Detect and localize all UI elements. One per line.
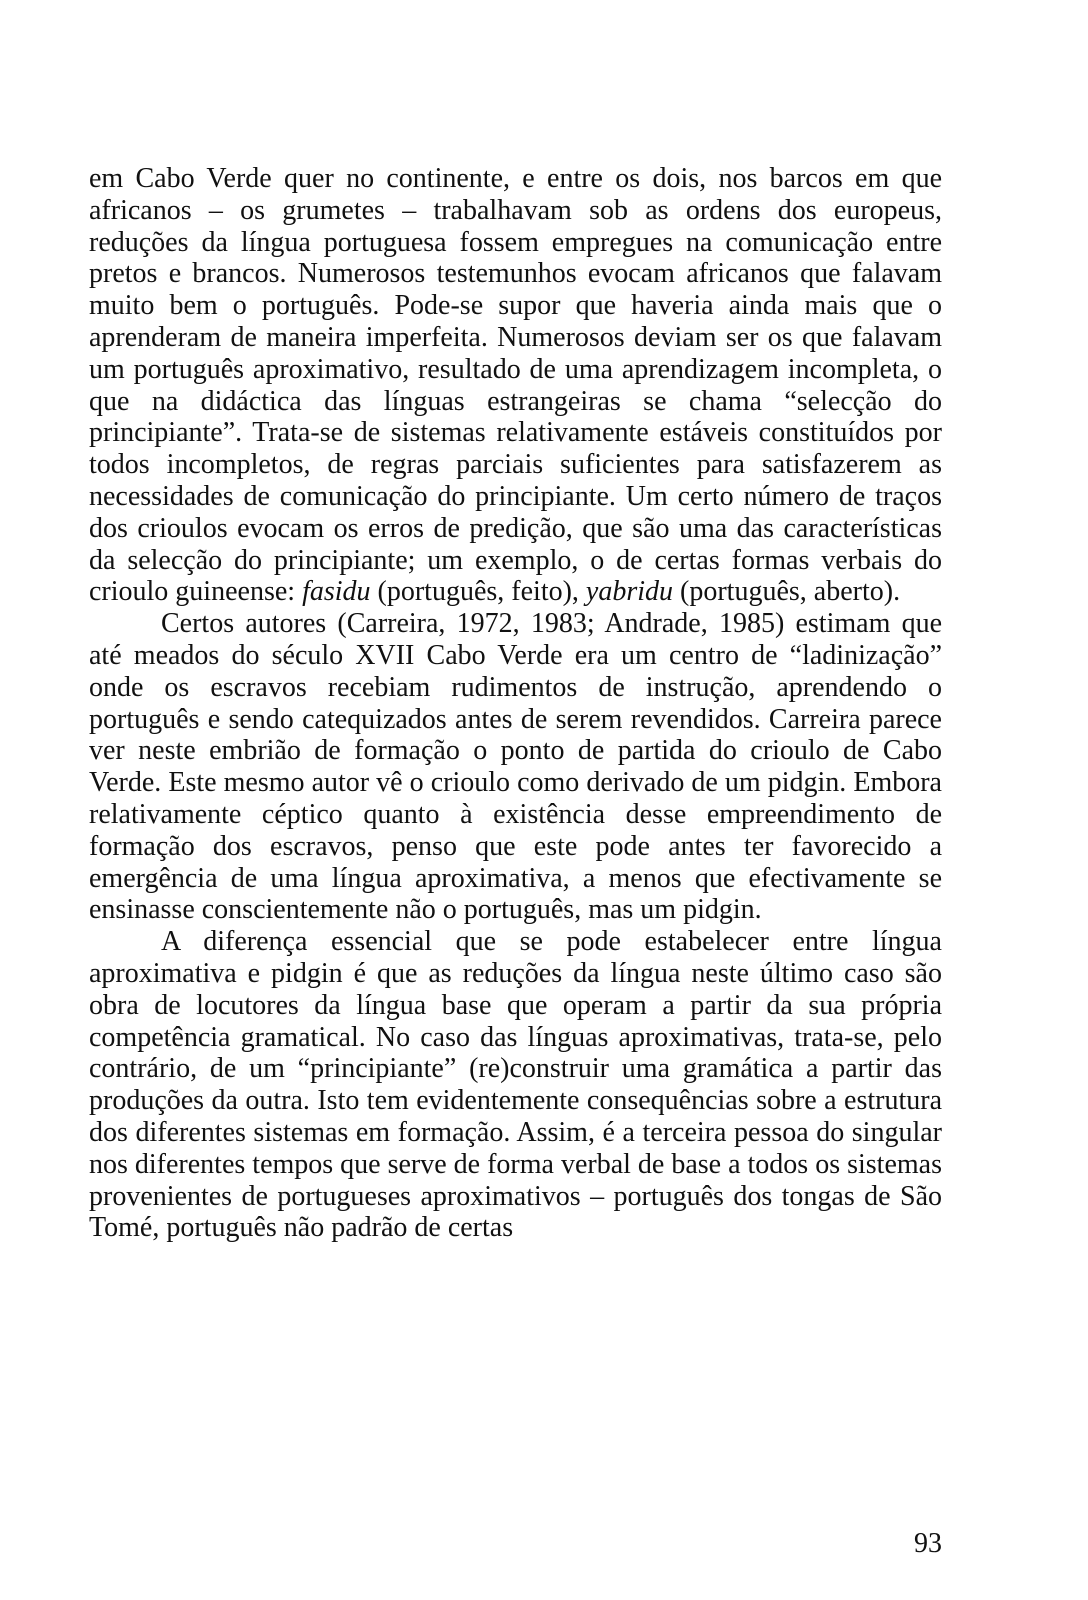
text-run: em Cabo Verde quer no continente, e entre os dois, nos barcos em que africanos – os grumetes – trabalhavam sob as ordens dos europeus, reduções da língua portuguesa fossem empregues na comunicação entre pretos e brancos. Numerosos testemunhos evocam africanos que falavam muito bem o português. Pode-se supor que haveria ainda mais que o aprenderam de maneira imperfeita. Numerosos deviam ser os que falavam um português aproximativo, resultado de uma aprendizagem incompleta, o que na didáctica das línguas estrangeiras se chama “selecção do principiante”. Trata-se de sistemas relativamente estáveis constituídos por todos incompletos, de regras parciais suficientes para satisfazerem as necessidades de comunicação do principiante. Um certo número de traços dos crioulos evocam os erros de predição, que são uma das características da selecção do principiante; um exemplo, o de certas formas verbais do crioulo guineense: bbox=[89, 163, 942, 608]
italic-term-fasidu: fasidu bbox=[302, 576, 371, 608]
page-number: 93 bbox=[914, 1528, 942, 1559]
text-run: (português, feito), bbox=[370, 576, 586, 608]
text-run: Certos autores (Carreira, 1972, 1983; Andrade, 1985) estimam que até meados do século XVII Cabo Verde era um centro de “ladinização” onde os escravos recebiam rudimentos de instrução, aprendendo o português e sendo catequizados antes de serem revendidos. Carreira parece ver neste embrião de formação o ponto de partida do crioulo de Cabo Verde. Este mesmo autor vê o crioulo como derivado de um pidgin. Embora relativamente céptico quanto à existência desse empreendimento de formação dos escravos, penso que este pode antes ter favorecido a emergência de uma língua aproximativa, a menos que efectivamente se ensinasse conscientemente não o português, mas um pidgin. bbox=[89, 608, 942, 926]
text-run: (português, aberto). bbox=[673, 576, 901, 608]
paragraph-2 bbox=[89, 608, 942, 926]
text-run: A diferença essencial que se pode estabelecer entre língua aproximativa e pidgin é que as reduções da língua neste último caso são obra de locutores da língua base que operam a partir da sua própria competência gramatical. No caso das línguas aproximativas, trata-se, pelo contrário, de um “principiante” (re)construir uma gramática a partir das produções da outra. Isto tem evidentemente consequências sobre a estrutura dos diferentes sistemas em formação. Assim, é a terceira pessoa do singular nos diferentes tempos que serve de forma verbal de base a todos os sistemas provenientes de portugueses aproximativos – português dos tongas de São Tomé, português não padrão de certas bbox=[89, 926, 942, 1244]
paragraph-1 bbox=[89, 163, 942, 608]
paragraph-3 bbox=[89, 926, 942, 1244]
body-text bbox=[89, 163, 942, 1244]
italic-term-yabridu: yabridu bbox=[585, 576, 674, 608]
